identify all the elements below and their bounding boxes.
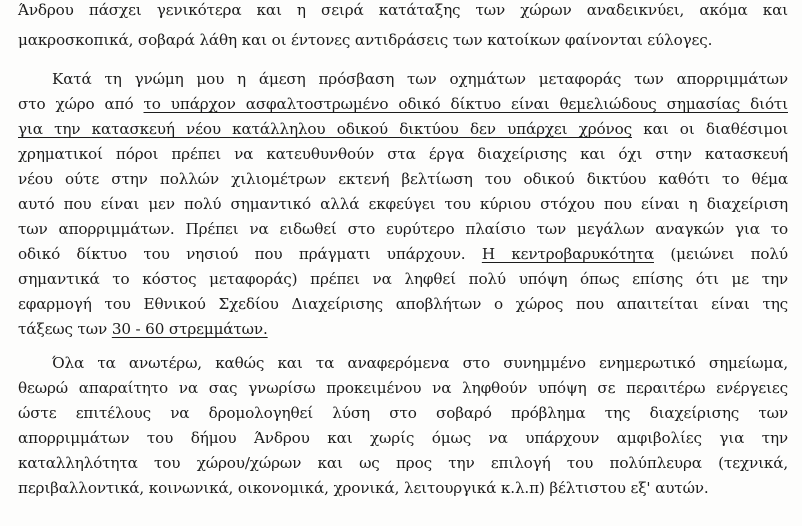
underlined-text: 30 - 60 στρεμμάτων. xyxy=(111,320,268,338)
text-line xyxy=(18,0,788,20)
text-line xyxy=(18,119,788,139)
text-line xyxy=(18,30,788,50)
text-line xyxy=(18,294,788,314)
text-line xyxy=(18,453,788,473)
paragraph-first-line xyxy=(52,69,788,89)
text-line xyxy=(18,319,788,339)
text-line xyxy=(18,478,788,498)
text-line xyxy=(18,219,788,239)
text-line xyxy=(18,194,788,214)
paragraph-first-line xyxy=(52,353,788,373)
text-segment: ώστε επιτέλους να δρομολογηθεί λύση στο σοβαρό πρόβλημα της διαχείρισης των xyxy=(18,404,788,422)
underlined-text: για την κατασκευή νέου κατάλληλου οδικού δικτύου δεν υπάρχει χρόνος xyxy=(18,120,632,138)
underlined-text: το υπάρχον ασφαλτοστρωμένο οδικό δίκτυο είναι θεμελιώδους σημασίας διότι xyxy=(143,95,788,113)
underlined-text: Η κεντροβαρυκότητα xyxy=(481,245,654,263)
text-line xyxy=(18,428,788,448)
text-line xyxy=(18,269,788,289)
text-line xyxy=(18,244,788,264)
text-segment: Κατά τη γνώμη μου η άμεση πρόσβαση των οχημάτων μεταφοράς των απορριμμάτων xyxy=(52,70,788,88)
text-segment: απορριμμάτων του δήμου Άνδρου και χωρίς όμως να υπάρχουν αμφιβολίες για την xyxy=(18,429,788,447)
text-line xyxy=(18,94,788,114)
text-line xyxy=(18,378,788,398)
text-line xyxy=(18,144,788,164)
text-segment: σημαντικά το κόστος μεταφοράς) πρέπει να ληφθεί πολύ υπόψη όπως επίσης ότι με την xyxy=(18,270,788,288)
text-segment: αυτό που είναι μεν πολύ σημαντικό αλλά εκφεύγει του κύριου στόχου που είναι η διαχείριση xyxy=(18,195,788,213)
text-segment: τάξεως των xyxy=(18,320,112,338)
text-line xyxy=(18,403,788,423)
text-segment: οδικό δίκτυο του νησιού που πράγματι υπάρχουν. xyxy=(18,245,482,263)
text-segment: καταλληλότητα του χώρου/χώρων και ως προς την επιλογή του πολύπλευρα (τεχνικά, xyxy=(18,454,788,472)
text-segment: εφαρμογή του Εθνικού Σχεδίου Διαχείρισης αποβλήτων ο χώρος που απαιτείται είναι της xyxy=(18,295,788,313)
text-segment: στο χώρο από xyxy=(18,95,144,113)
text-segment: των απορριμμάτων. Πρέπει να ειδωθεί στο ευρύτερο πλαίσιο των μεγάλων αναγκών για το xyxy=(18,220,788,238)
text-line xyxy=(18,169,788,189)
text-segment: και οι διαθέσιμοι xyxy=(631,120,788,138)
text-segment: θεωρώ απαραίτητο να σας γνωρίσω προκειμένου να ληφθούν υπόψη σε περαιτέρω ενέργειες xyxy=(18,379,788,397)
text-segment: χρηματικοί πόροι πρέπει να κατευθυνθούν στα έργα διαχείρισης και όχι στην κατασκευή xyxy=(18,145,788,163)
text-segment: Όλα τα ανωτέρω, καθώς και τα αναφερόμενα στο συνημμένο ενημερωτικό σημείωμα, xyxy=(52,354,788,372)
text-segment: (μειώνει πολύ xyxy=(653,245,788,263)
text-segment: μακροσκοπικά, σοβαρά λάθη και οι έντονες αντιδράσεις των κατοίκων φαίνονται εύλογες. xyxy=(18,31,713,49)
text-segment: νέου ούτε στην πολλών χιλιομέτρων εκτενή βελτίωση του οδικού δικτύου καθότι το θέμα xyxy=(18,170,788,188)
text-segment: Άνδρου πάσχει γενικότερα και η σειρά κατάταξης των χώρων αναδεικνύει, ακόμα και xyxy=(18,1,788,19)
text-segment: περιβαλλοντικά, κοινωνικά, οικονομικά, χρονικά, λειτουργικά κ.λ.π) βέλτιστου εξ' αυτών. xyxy=(18,479,709,497)
